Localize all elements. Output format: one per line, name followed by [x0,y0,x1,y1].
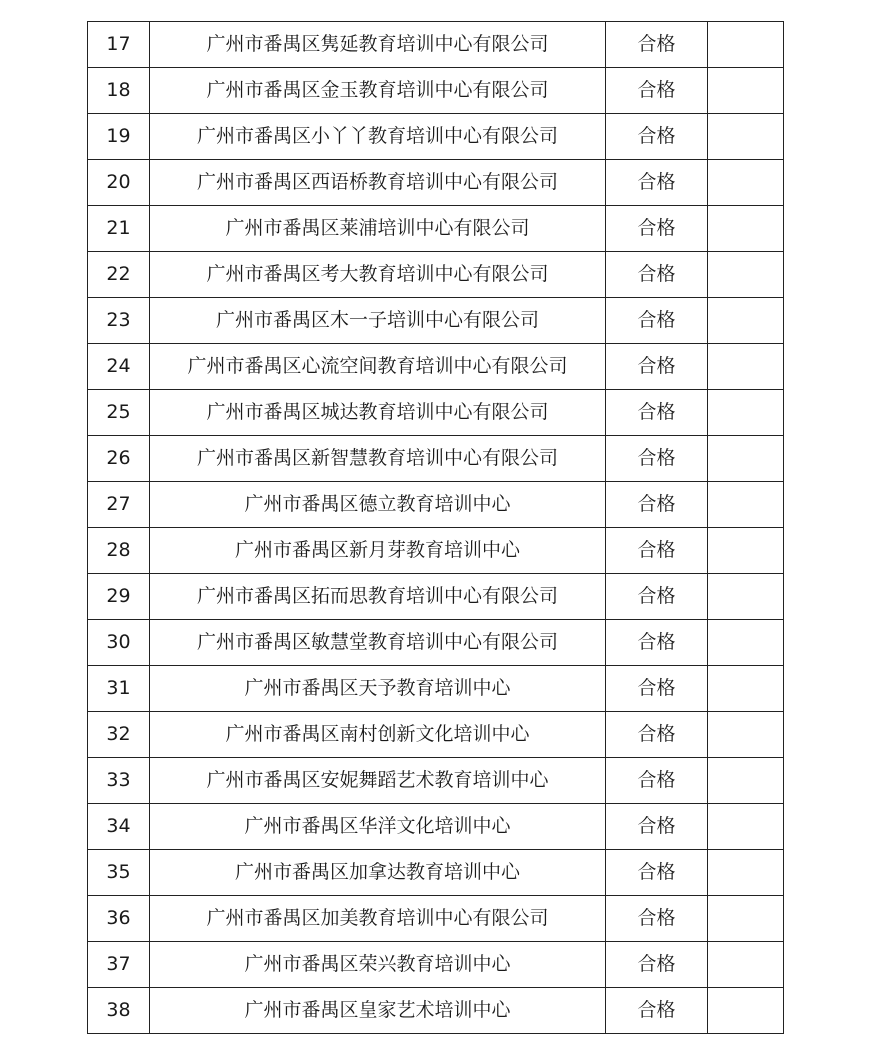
org-name-cell: 广州市番禺区隽延教育培训中心有限公司 [150,22,606,68]
org-name-cell: 广州市番禺区心流空间教育培训中心有限公司 [150,344,606,390]
result-cell: 合格 [606,620,708,666]
org-name-cell: 广州市番禺区安妮舞蹈艺术教育培训中心 [150,758,606,804]
table-row [88,206,784,252]
org-name-cell: 广州市番禺区敏慧堂教育培训中心有限公司 [150,620,606,666]
org-name-cell: 广州市番禺区西语桥教育培训中心有限公司 [150,160,606,206]
row-number-cell: 23 [88,298,150,344]
row-number-cell: 37 [88,942,150,988]
table-row [88,942,784,988]
row-number-cell: 28 [88,528,150,574]
org-name-cell: 广州市番禺区荣兴教育培训中心 [150,942,606,988]
result-cell: 合格 [606,528,708,574]
result-cell: 合格 [606,712,708,758]
org-name-cell: 广州市番禺区拓而思教育培训中心有限公司 [150,574,606,620]
remark-cell [708,620,784,666]
remark-cell [708,666,784,712]
result-cell: 合格 [606,160,708,206]
org-name-cell: 广州市番禺区加美教育培训中心有限公司 [150,896,606,942]
result-cell: 合格 [606,574,708,620]
table-row [88,896,784,942]
remark-cell [708,252,784,298]
org-name-cell: 广州市番禺区金玉教育培训中心有限公司 [150,68,606,114]
table-row [88,160,784,206]
result-cell: 合格 [606,896,708,942]
result-cell: 合格 [606,666,708,712]
table-row [88,390,784,436]
row-number-cell: 24 [88,344,150,390]
org-name-cell: 广州市番禺区华洋文化培训中心 [150,804,606,850]
result-cell: 合格 [606,436,708,482]
table-row [88,344,784,390]
row-number-cell: 26 [88,436,150,482]
remark-cell [708,68,784,114]
remark-cell [708,344,784,390]
table-row [88,620,784,666]
results-table [87,21,784,1034]
table-row [88,804,784,850]
row-number-cell: 19 [88,114,150,160]
result-cell: 合格 [606,252,708,298]
table-row [88,252,784,298]
result-cell: 合格 [606,850,708,896]
remark-cell [708,804,784,850]
result-cell: 合格 [606,804,708,850]
row-number-cell: 36 [88,896,150,942]
table-row [88,68,784,114]
remark-cell [708,712,784,758]
remark-cell [708,206,784,252]
remark-cell [708,390,784,436]
remark-cell [708,436,784,482]
row-number-cell: 20 [88,160,150,206]
remark-cell [708,528,784,574]
row-number-cell: 35 [88,850,150,896]
remark-cell [708,942,784,988]
row-number-cell: 21 [88,206,150,252]
org-name-cell: 广州市番禺区小丫丫教育培训中心有限公司 [150,114,606,160]
table-row [88,712,784,758]
result-cell: 合格 [606,68,708,114]
table-row [88,758,784,804]
result-cell: 合格 [606,298,708,344]
result-cell: 合格 [606,758,708,804]
remark-cell [708,22,784,68]
org-name-cell: 广州市番禺区考大教育培训中心有限公司 [150,252,606,298]
remark-cell [708,988,784,1034]
table-row [88,298,784,344]
org-name-cell: 广州市番禺区莱浦培训中心有限公司 [150,206,606,252]
row-number-cell: 31 [88,666,150,712]
org-name-cell: 广州市番禺区城达教育培训中心有限公司 [150,390,606,436]
org-name-cell: 广州市番禺区新智慧教育培训中心有限公司 [150,436,606,482]
org-name-cell: 广州市番禺区德立教育培训中心 [150,482,606,528]
org-name-cell: 广州市番禺区木一子培训中心有限公司 [150,298,606,344]
row-number-cell: 33 [88,758,150,804]
table-row [88,22,784,68]
remark-cell [708,482,784,528]
result-cell: 合格 [606,206,708,252]
result-cell: 合格 [606,344,708,390]
row-number-cell: 27 [88,482,150,528]
result-cell: 合格 [606,482,708,528]
table-row [88,436,784,482]
row-number-cell: 38 [88,988,150,1034]
table-row [88,574,784,620]
remark-cell [708,574,784,620]
row-number-cell: 29 [88,574,150,620]
result-cell: 合格 [606,988,708,1034]
row-number-cell: 32 [88,712,150,758]
result-cell: 合格 [606,114,708,160]
table-row [88,850,784,896]
remark-cell [708,850,784,896]
row-number-cell: 25 [88,390,150,436]
table-row [88,666,784,712]
row-number-cell: 18 [88,68,150,114]
org-name-cell: 广州市番禺区南村创新文化培训中心 [150,712,606,758]
remark-cell [708,298,784,344]
table-row [88,482,784,528]
result-cell: 合格 [606,942,708,988]
result-cell: 合格 [606,390,708,436]
table-row [88,988,784,1034]
org-name-cell: 广州市番禺区加拿达教育培训中心 [150,850,606,896]
table-row [88,528,784,574]
result-cell: 合格 [606,22,708,68]
remark-cell [708,896,784,942]
row-number-cell: 34 [88,804,150,850]
org-name-cell: 广州市番禺区皇家艺术培训中心 [150,988,606,1034]
row-number-cell: 30 [88,620,150,666]
row-number-cell: 17 [88,22,150,68]
table-row [88,114,784,160]
org-name-cell: 广州市番禺区新月芽教育培训中心 [150,528,606,574]
remark-cell [708,758,784,804]
remark-cell [708,114,784,160]
results-table-body [88,22,784,1034]
remark-cell [708,160,784,206]
org-name-cell: 广州市番禺区天予教育培训中心 [150,666,606,712]
row-number-cell: 22 [88,252,150,298]
